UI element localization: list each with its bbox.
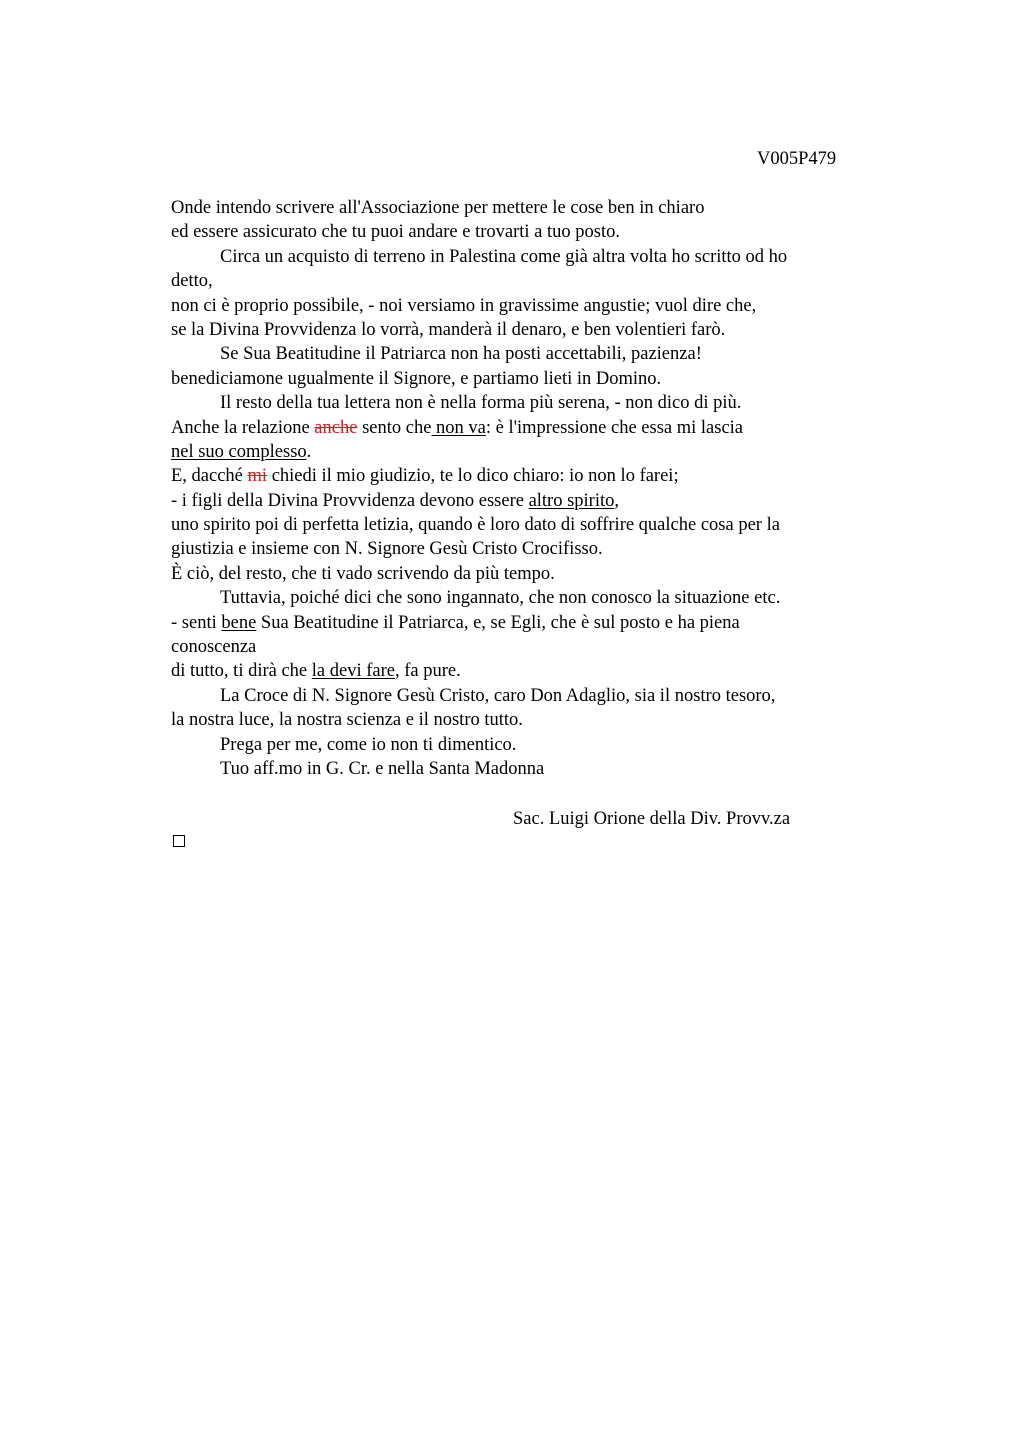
text-line [171, 440, 871, 464]
letter-body [171, 196, 871, 781]
text-line [171, 757, 871, 781]
text-line [171, 684, 871, 708]
text-run: benediciamone ugualmente il Signore, e partiamo lieti in Domino. [171, 368, 662, 389]
text-line [171, 635, 871, 659]
text-line [171, 708, 871, 732]
text-run: È ciò, del resto, che ti vado scrivendo da più tempo. [171, 563, 555, 584]
text-run: Se Sua Beatitudine il Patriarca non ha posti accettabili, pazienza! [220, 344, 702, 365]
text-run: Anche la relazione [171, 417, 315, 438]
text-run: E, dacché [171, 466, 248, 487]
text-line [171, 611, 871, 635]
deleted-text: anche [314, 417, 358, 438]
text-line [171, 196, 871, 220]
underlined-text: non va [431, 417, 486, 438]
text-run: Tuttavia, poiché dici che sono ingannato, che non conosco la situazione etc. [220, 588, 781, 609]
text-line [171, 489, 871, 513]
text-run: Tuo aff.mo in G. Cr. e nella Santa Madonna [220, 758, 545, 779]
text-line [171, 562, 871, 586]
underlined-text: nel suo complesso [171, 441, 307, 462]
text-run: . [306, 441, 312, 462]
text-run: non ci è proprio possibile, - noi versiamo in gravissime angustie; vuol dire che, [171, 295, 757, 316]
text-run: la nostra luce, la nostra scienza e il nostro tutto. [171, 710, 523, 731]
page-id: V005P479 [757, 149, 837, 169]
text-run: ed essere assicurato che tu puoi andare e trovarti a tuo posto. [171, 222, 620, 243]
end-of-text-box [173, 835, 185, 847]
underlined-text: altro spirito [528, 490, 615, 511]
text-run: - senti [171, 612, 222, 633]
text-run: uno spirito poi di perfetta letizia, quando è loro dato di soffrire qualche cosa per la [171, 515, 780, 536]
text-run: , fa pure. [394, 661, 461, 682]
text-line [171, 733, 871, 757]
text-line [171, 245, 871, 269]
text-run: conoscenza [171, 637, 257, 658]
text-line [171, 367, 871, 391]
text-line [171, 294, 871, 318]
text-line [171, 318, 871, 342]
text-run: se la Divina Provvidenza lo vorrà, manderà il denaro, e ben volentieri farò. [171, 319, 726, 340]
text-run: Prega per me, come io non ti dimentico. [220, 734, 517, 755]
text-line [171, 342, 871, 366]
text-run: Onde intendo scrivere all'Associazione per mettere le cose ben in chiaro [171, 198, 705, 218]
text-line [171, 220, 871, 244]
text-run: : è l'impressione che essa mi lascia [485, 417, 744, 438]
underlined-text: la devi fare [311, 661, 395, 682]
deleted-text: mi [247, 466, 268, 487]
text-run: sento che [357, 417, 432, 438]
text-run: giustizia e insieme con N. Signore Gesù Cristo Crocifisso. [171, 539, 603, 560]
text-line [171, 269, 871, 293]
text-run: , [614, 490, 619, 511]
signature: Sac. Luigi Orione della Div. Provv.za [513, 809, 791, 829]
text-run: Sua Beatitudine il Patriarca, e, se Egli, che è sul posto e ha piena [256, 612, 740, 633]
text-run: chiedi il mio giudizio, te lo dico chiaro: io non lo farei; [267, 466, 679, 487]
text-run: La Croce di N. Signore Gesù Cristo, caro Don Adaglio, sia il nostro tesoro, [220, 685, 776, 706]
text-line [171, 586, 871, 610]
text-line [171, 464, 871, 488]
text-run: di tutto, ti dirà che [171, 661, 312, 682]
text-line [171, 537, 871, 561]
text-run: Il resto della tua lettera non è nella forma più serena, - non dico di più. [220, 393, 742, 414]
text-line [171, 513, 871, 537]
text-run: detto, [171, 271, 213, 292]
text-run: - i figli della Divina Provvidenza devono essere [171, 490, 529, 511]
text-line [171, 391, 871, 415]
text-run: Circa un acquisto di terreno in Palestina come già altra volta ho scritto od ho [220, 246, 788, 267]
underlined-text: bene [221, 612, 257, 633]
text-line [171, 416, 871, 440]
text-line [171, 659, 871, 683]
